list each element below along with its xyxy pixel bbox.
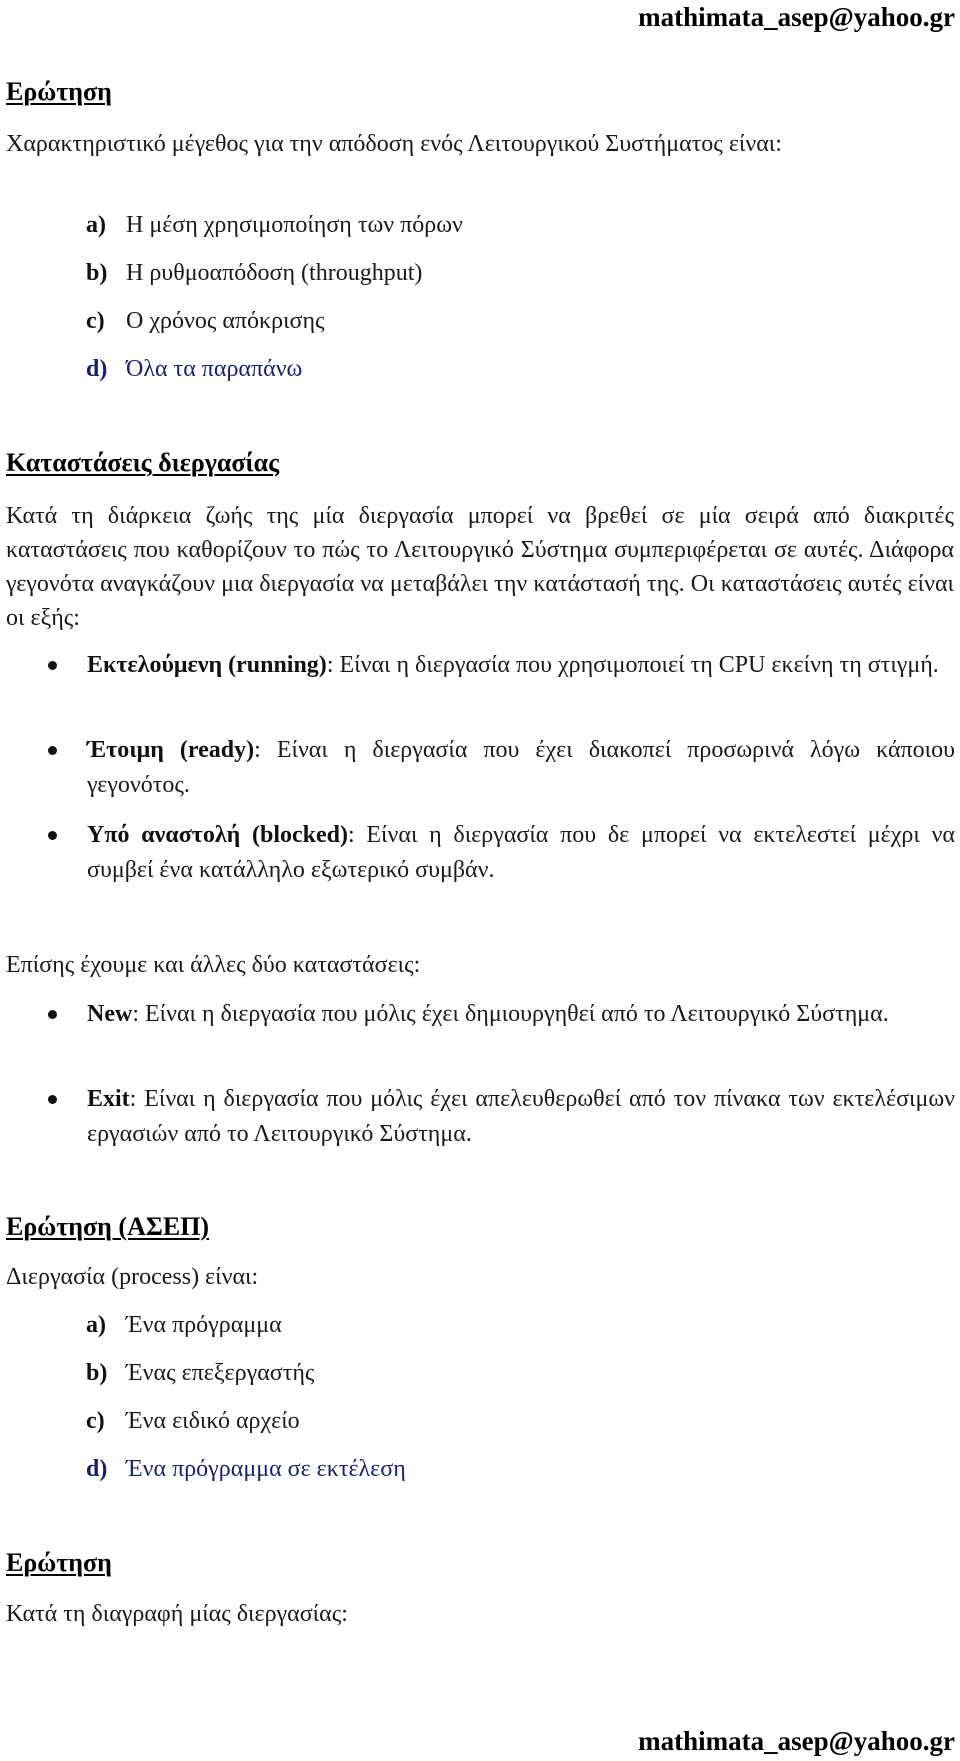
q1-option-a — [86, 208, 463, 242]
bullet-icon — [48, 746, 57, 755]
option-text: Ένα πρόγραμμα σε εκτέλεση — [126, 1456, 406, 1482]
state-desc: : Είναι η διεργασία που δε μπορεί να εκτελεστεί μέχρι να συμβεί ένα κατάλληλο εξωτερικό συμβάν. — [87, 822, 955, 883]
bullet-icon — [48, 1095, 57, 1104]
option-letter: b) — [86, 260, 108, 286]
q2-heading: Ερώτηση (ΑΣΕΠ) — [6, 1212, 210, 1241]
option-letter: d) — [86, 356, 108, 382]
bullet-icon — [48, 1010, 57, 1019]
option-text: Ένα πρόγραμμα — [126, 1312, 282, 1338]
option-letter: c) — [86, 1408, 105, 1434]
option-text: Ένα ειδικό αρχείο — [126, 1408, 300, 1434]
states-text: Κατά τη διάρκεια ζωής της μία διεργασία μπορεί να βρεθεί σε μία σειρά από διακριτές καταστάσεις που καθορίζουν το πώς το Λειτουργικό Σύστημα συμπεριφέρεται σε αυτές. Διάφορα γεγονότα αναγκάζουν μια διεργασία να μεταβάλει την κατάστασή της. Οι καταστάσεις αυτές είναι οι εξής: — [6, 503, 954, 631]
option-text: Ένας επεξεργαστής — [126, 1360, 315, 1386]
option-text: Ο χρόνος απόκρισης — [126, 308, 325, 334]
state-exit — [87, 1082, 955, 1152]
option-text: Η μέση χρησιμοποίηση των πόρων — [126, 212, 463, 238]
q1-option-c — [86, 304, 325, 338]
state-term: Εκτελούμενη (running) — [87, 652, 327, 678]
option-letter: a) — [86, 212, 106, 238]
states-more-text: Επίσης έχουμε και άλλες δύο καταστάσεις: — [6, 952, 421, 978]
q2-option-a — [86, 1308, 282, 1342]
state-desc: : Είναι η διεργασία που έχει διακοπεί προσωρινά λόγω κάποιου γεγονότος. — [87, 737, 955, 798]
option-text: Όλα τα παραπάνω — [126, 356, 303, 382]
q2-text: Διεργασία (process) είναι: — [6, 1264, 259, 1290]
q2-option-d-answer — [86, 1452, 406, 1486]
state-term: Exit — [87, 1086, 130, 1112]
option-letter: b) — [86, 1360, 108, 1386]
q3-heading: Ερώτηση — [6, 1548, 112, 1577]
q1-option-d-answer — [86, 352, 302, 386]
state-ready — [87, 733, 955, 803]
states-heading: Καταστάσεις διεργασίας — [6, 448, 280, 477]
state-running — [87, 648, 955, 683]
option-letter: a) — [86, 1312, 106, 1338]
header-email: mathimata_asep@yahoo.gr — [638, 2, 955, 32]
footer-email: mathimata_asep@yahoo.gr — [638, 1726, 955, 1756]
state-blocked — [87, 818, 955, 888]
q2-option-b — [86, 1356, 314, 1390]
option-letter: c) — [86, 308, 105, 334]
q1-option-b — [86, 256, 422, 290]
state-desc: : Είναι η διεργασία που μόλις έχει δημιουργηθεί από το Λειτουργικό Σύστημα. — [132, 1001, 889, 1027]
state-term: Υπό αναστολή (blocked) — [87, 822, 348, 848]
q1-heading: Ερώτηση — [6, 77, 112, 106]
option-text: Η ρυθμοαπόδοση (throughput) — [126, 260, 423, 286]
state-desc: : Είναι η διεργασία που μόλις έχει απελευθερωθεί από τον πίνακα των εκτελέσιμων εργασιών από το Λειτουργικό Σύστημα. — [87, 1086, 955, 1147]
q2-option-c — [86, 1404, 300, 1438]
state-term: New — [87, 1001, 133, 1027]
bullet-icon — [48, 661, 57, 670]
option-letter: d) — [86, 1456, 108, 1482]
bullet-icon — [48, 831, 57, 840]
state-term: Έτοιμη (ready) — [87, 737, 255, 763]
state-desc: : Είναι η διεργασία που χρησιμοποιεί τη CPU εκείνη τη στιγμή. — [326, 652, 939, 678]
q3-text: Κατά τη διαγραφή μίας διεργασίας: — [6, 1601, 348, 1627]
state-new — [87, 997, 955, 1032]
q1-text: Χαρακτηριστικό μέγεθος για την απόδοση ενός Λειτουργικού Συστήματος είναι: — [6, 131, 782, 157]
